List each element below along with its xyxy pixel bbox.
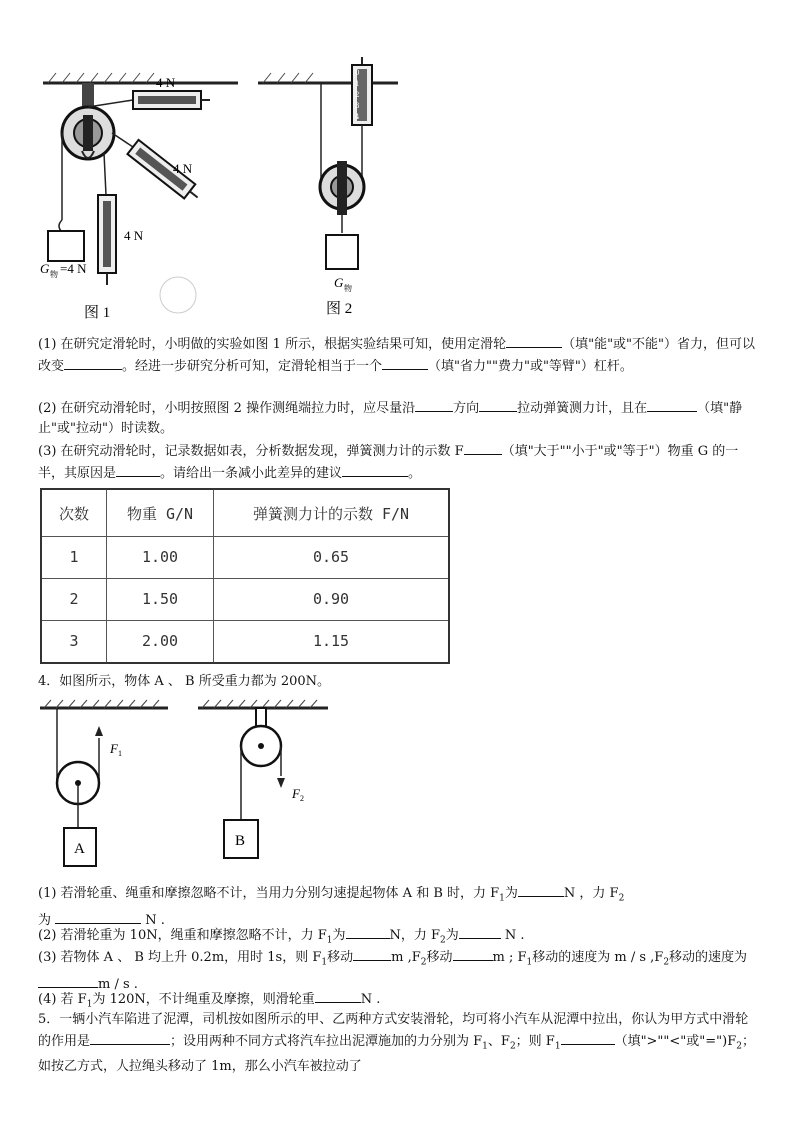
weight-sub-2: 物 — [344, 284, 352, 293]
blank[interactable] — [64, 355, 122, 370]
blank[interactable] — [90, 1030, 170, 1045]
figure-1 — [38, 55, 268, 325]
table-row — [41, 578, 449, 620]
figure-q4 — [38, 698, 358, 876]
blank[interactable] — [353, 946, 391, 961]
weight-label-2: G — [334, 275, 344, 290]
block-b-label: B — [235, 833, 246, 849]
blank[interactable] — [116, 462, 160, 477]
table-row — [41, 620, 449, 663]
svg-text:4: 4 — [355, 113, 360, 121]
table-header: 物重 G/N — [107, 489, 214, 537]
q4-part-3: (3) 若物体 A 、 B 均上升 0.2m，用时 1s，则 $F_1$移动 m $,F_2$移动 m ; $F_1$移动的速度为 m / s $,F_2$移动的速度为m / s . — [38, 946, 760, 995]
q3-part-1: (1) 在研究定滑轮时，小明做的实验如图 1 所示，根据实验结果可知，使用定滑轮 （填"能"或"不能"）省力，但可以改变 。经进一步研究分析可知，定滑轮相当于一个 （填"省力""费力"或"等臂"）杠杆。 — [38, 333, 760, 377]
weight-label: G — [40, 261, 50, 276]
blank[interactable] — [453, 946, 493, 961]
table-cell: 1.15 — [214, 620, 450, 663]
table-header: 弹簧测力计的示数 F/N — [214, 489, 450, 537]
block-a-label: A — [74, 841, 85, 857]
table-cell: 2 — [41, 578, 107, 620]
table-header: 次数 — [41, 489, 107, 537]
blank[interactable] — [346, 924, 390, 939]
figure-2-caption: 图 2 — [326, 301, 353, 317]
blank[interactable] — [479, 397, 517, 412]
table-cell: 0.65 — [214, 537, 450, 579]
table-cell: 1 — [41, 537, 107, 579]
table-cell: 1.50 — [107, 578, 214, 620]
blank[interactable] — [561, 1030, 615, 1045]
svg-text:3: 3 — [355, 102, 360, 110]
weight-value: =4 N — [60, 261, 87, 276]
blank[interactable] — [506, 333, 562, 348]
force-f2-label: F — [292, 786, 300, 801]
svg-text:2: 2 — [300, 794, 304, 803]
blank[interactable] — [315, 988, 361, 1003]
table-cell: 0.90 — [214, 578, 450, 620]
blank[interactable] — [38, 973, 98, 988]
q4-part-4: (4) 若 $F_1$为 120N，不计绳重及摩擦，则滑轮重 N . — [38, 988, 760, 1015]
table-cell: 1.00 — [107, 537, 214, 579]
spring-scale-low — [98, 195, 116, 285]
reading-low: 4 N — [124, 228, 144, 243]
svg-text:0: 0 — [355, 69, 360, 77]
weight-sub: 物 — [50, 270, 58, 279]
table-header-row — [41, 489, 449, 537]
blank[interactable] — [415, 397, 453, 412]
q3-part-3: (3) 在研究动滑轮时，记录数据如表，分析数据发现，弹簧测力计的示数 F （填"大于""小于"或"等于"）物重 G 的一半，其原因是 。请给出一条减小此差异的建议 。 — [38, 440, 760, 484]
figure-2 — [258, 55, 408, 325]
blank[interactable] — [647, 397, 697, 412]
blank[interactable] — [55, 909, 141, 924]
blank[interactable] — [464, 440, 502, 455]
reading-top: 4 N — [156, 75, 176, 90]
svg-text:1: 1 — [118, 749, 122, 758]
blank[interactable] — [459, 924, 501, 939]
q3-part-2: (2) 在研究动滑轮时，小明按照图 2 操作测绳端拉力时，应尽量沿 方向 拉动弹簧测力计，且在 （填"静止"或"拉动"）时读数。 — [38, 397, 760, 439]
weight-block-2 — [326, 235, 358, 269]
q5-text: 5．一辆小汽车陷进了泥潭，司机按如图所示的甲、乙两种方式安装滑轮，均可将小汽车从泥潭中拉出，你认为甲方式中滑轮的作用是 ；设用两种不同方式将汽车拉出泥潭施加的力分别为 $F_1$、$F_2$；则 $F_1$ （填">""<"或"$=")F_2$；如按乙方式，人拉绳头移动了 1m，那么小汽车被拉动了 — [38, 1012, 755, 1074]
blank[interactable] — [518, 882, 564, 897]
data-table — [40, 488, 450, 664]
blank[interactable] — [382, 355, 428, 370]
table-row — [41, 537, 449, 579]
force-f1-label: F — [110, 741, 118, 756]
reading-middle: 4 N — [173, 161, 193, 176]
table-cell: 2.00 — [107, 620, 214, 663]
svg-text:1: 1 — [355, 80, 360, 88]
spring-scale-top — [133, 91, 210, 109]
spring-scale-vertical — [352, 57, 372, 125]
weight-block — [48, 231, 84, 261]
figure-1-caption: 图 1 — [84, 305, 111, 321]
svg-text:2: 2 — [355, 91, 360, 99]
q4-intro: 4．如图所示，物体 A 、 B 所受重力都为 200N。 — [38, 674, 331, 689]
q4-part-2: (2) 若滑轮重为 10N，绳重和摩擦忽略不计，力 $F_1$为 N，力 $F_2$为 N . — [38, 924, 760, 951]
blank[interactable] — [342, 462, 408, 477]
q4-part-1: (1) 若滑轮重、绳重和摩擦忽略不计，当用力分别匀速提起物体 A 和 B 时，力 $F_1$为 N ，力 $F_2$ 为 N . — [38, 882, 760, 931]
table-cell: 3 — [41, 620, 107, 663]
